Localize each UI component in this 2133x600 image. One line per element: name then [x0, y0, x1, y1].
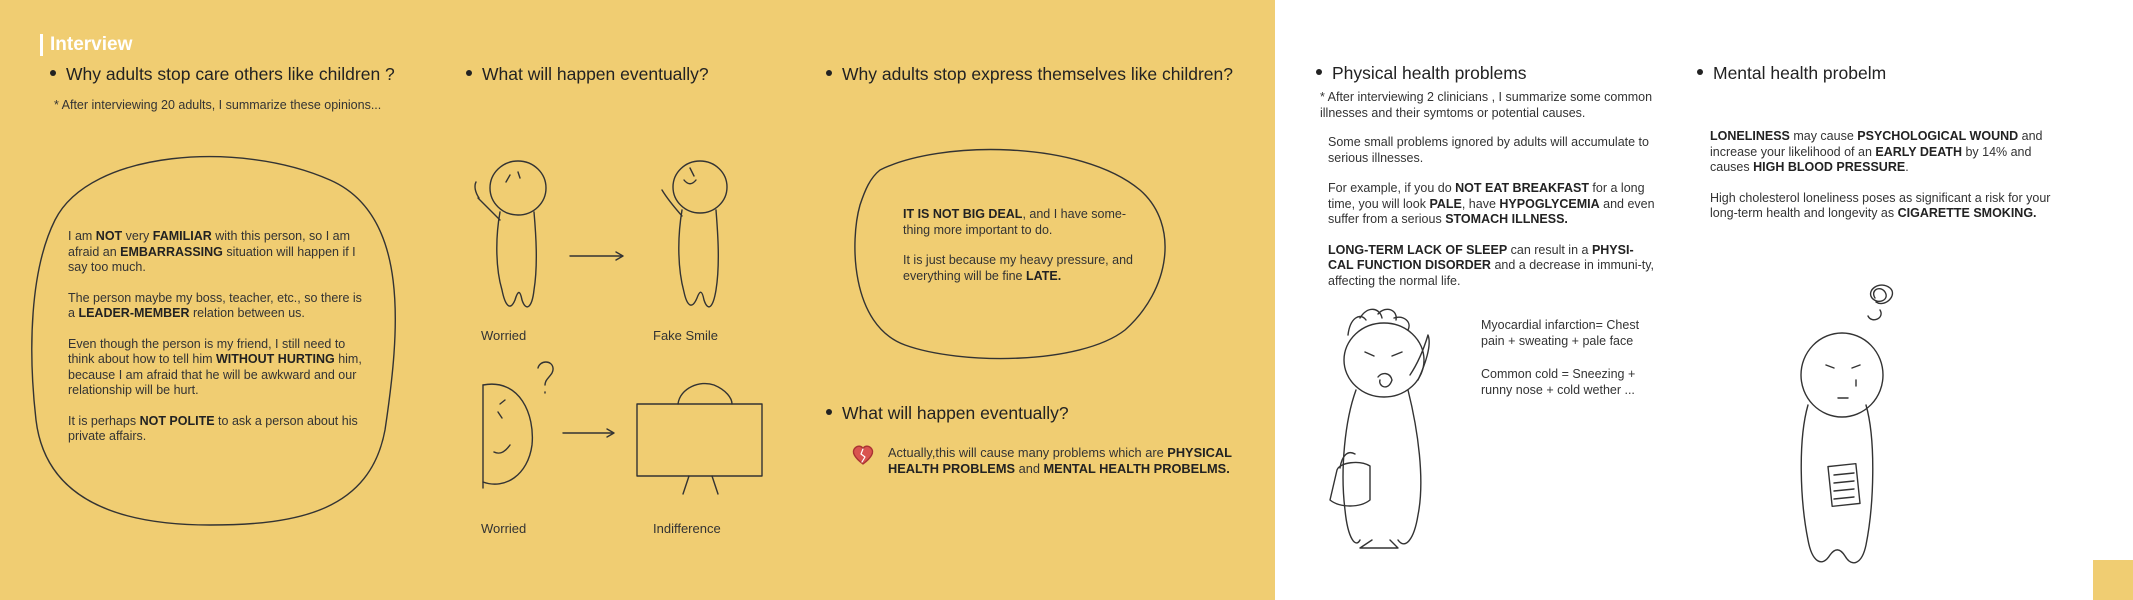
- q3-heading: Why adults stop express themselves like children?: [826, 64, 1233, 85]
- q4-heading: What will happen eventually?: [826, 403, 1069, 424]
- fake-smile-figure: [662, 161, 727, 307]
- speech-blob-1: [32, 157, 395, 525]
- text-seg: and: [1015, 460, 1044, 476]
- text-seg: very: [122, 229, 153, 243]
- caption-indifference: Indifference: [653, 521, 721, 536]
- text-seg: High cholesterol loneliness poses as significant a risk for your long-term health and longevity as: [1710, 190, 2051, 220]
- text-seg: The person maybe my boss, teacher, etc., so there is a: [68, 290, 362, 320]
- text-seg: HIGH BLOOD PRESSURE: [1753, 160, 1906, 174]
- text-seg: PHYSICAL HEALTH PROBLEMS: [888, 445, 1232, 476]
- text-seg: LATE.: [1025, 268, 1062, 283]
- physical-note: * After interviewing 2 clinicians , I summarize some common illnesses and their symtoms or potential causes.: [1320, 90, 1653, 120]
- text-seg: for a long time, you will look: [1328, 181, 1645, 211]
- text-seg: , and I have some-thing more important to do.: [903, 207, 1126, 237]
- arrow-right-icon: [563, 429, 614, 437]
- text-seg: It is perhaps: [68, 413, 140, 428]
- text-seg: , have: [1461, 196, 1500, 211]
- question-mark-icon: [538, 362, 553, 393]
- text-seg: can result in a: [1507, 242, 1592, 257]
- text-seg: LONG-TERM LACK OF SLEEP: [1328, 242, 1508, 257]
- speech-blob-2: [855, 150, 1165, 359]
- q2-heading: What will happen eventually?: [466, 64, 709, 85]
- text-seg: Some small problems ignored by adults will accumulate to serious illnesses.: [1328, 135, 1649, 165]
- sick-figure: [1330, 309, 1429, 548]
- text-seg: by 14% and causes: [1710, 144, 2032, 174]
- text-seg: and increase your likelihood of an: [1710, 129, 2043, 159]
- text-seg: LONELINESS: [1710, 129, 1790, 143]
- text-seg: MENTAL HEALTH PROBELMS.: [1043, 460, 1230, 476]
- text-seg: For example, if you do: [1328, 181, 1456, 195]
- worried-figure-1: [475, 161, 546, 307]
- text-seg: NOT EAT BREAKFAST: [1455, 181, 1589, 195]
- text-seg: and a decrease in immuni-ty, affecting the normal life.: [1328, 258, 1655, 288]
- text-seg: Even though the person is my friend, I still need to think about how to tell him: [68, 336, 346, 366]
- worried-figure-2: [483, 362, 553, 488]
- physical-heading: Physical health problems: [1316, 63, 1527, 84]
- heart-broken-icon: [853, 446, 872, 464]
- text-seg: to ask a person about his private affairs.: [68, 413, 358, 443]
- text-seg: NOT POLITE: [139, 413, 215, 428]
- arrow-right-icon: [570, 252, 623, 260]
- text-seg: CIGARETTE SMOKING.: [1897, 206, 2037, 220]
- text-seg: EARLY DEATH: [1875, 144, 1962, 159]
- symptom-cold: Common cold = Sneezing + runny nose + cold wether ...: [1481, 367, 1636, 397]
- lonely-figure: [1801, 285, 1892, 563]
- text-seg: WITHOUT HURTING: [216, 352, 335, 366]
- indifference-figure: [637, 384, 762, 494]
- text-seg: with this person, so I am afraid an: [68, 229, 351, 259]
- text-seg: HYPOGLYCEMIA: [1499, 196, 1600, 211]
- text-seg: PHYSI-CAL FUNCTION DISORDER: [1328, 242, 1634, 272]
- mental-heading: Mental health probelm: [1697, 63, 1886, 84]
- text-seg: EMBARRASSING: [120, 244, 223, 259]
- text-seg: may cause: [1789, 129, 1858, 143]
- scribble-icon: [1868, 285, 1892, 320]
- text-seg: Actually,this will cause many problems which are: [888, 445, 1168, 460]
- text-seg: and even suffer from a serious: [1328, 196, 1655, 226]
- q1-note: * After interviewing 20 adults, I summarize these opinions...: [54, 98, 382, 112]
- caption-fake-smile: Fake Smile: [653, 328, 719, 343]
- text-seg: relation between us.: [189, 306, 305, 320]
- text-seg: NOT: [95, 229, 123, 243]
- section-title: Interview: [40, 34, 132, 56]
- text-seg: him, because I am afraid that he will be awkward and our relationship will be hurt.: [68, 352, 362, 397]
- q1-heading: Why adults stop care others like children ?: [50, 64, 395, 85]
- caption-worried-2: Worried: [481, 521, 527, 536]
- text-seg: PSYCHOLOGICAL WOUND: [1857, 129, 2019, 143]
- text-seg: .: [1905, 160, 1909, 174]
- text-seg: LEADER-MEMBER: [78, 306, 190, 320]
- text-seg: situation will happen if I say too much.: [68, 244, 356, 274]
- caption-worried-1: Worried: [481, 328, 527, 343]
- text-seg: FAMILIAR: [152, 229, 212, 243]
- text-seg: It is just because my heavy pressure, and everything will be fine: [903, 253, 1133, 283]
- text-seg: STOMACH ILLNESS.: [1445, 212, 1568, 226]
- text-seg: PALE: [1429, 196, 1462, 211]
- text-seg: I am: [68, 229, 96, 243]
- symptom-myocardial: Myocardial infarction= Chest pain + sweating + pale face: [1481, 318, 1640, 348]
- text-seg: IT IS NOT BIG DEAL: [903, 207, 1023, 221]
